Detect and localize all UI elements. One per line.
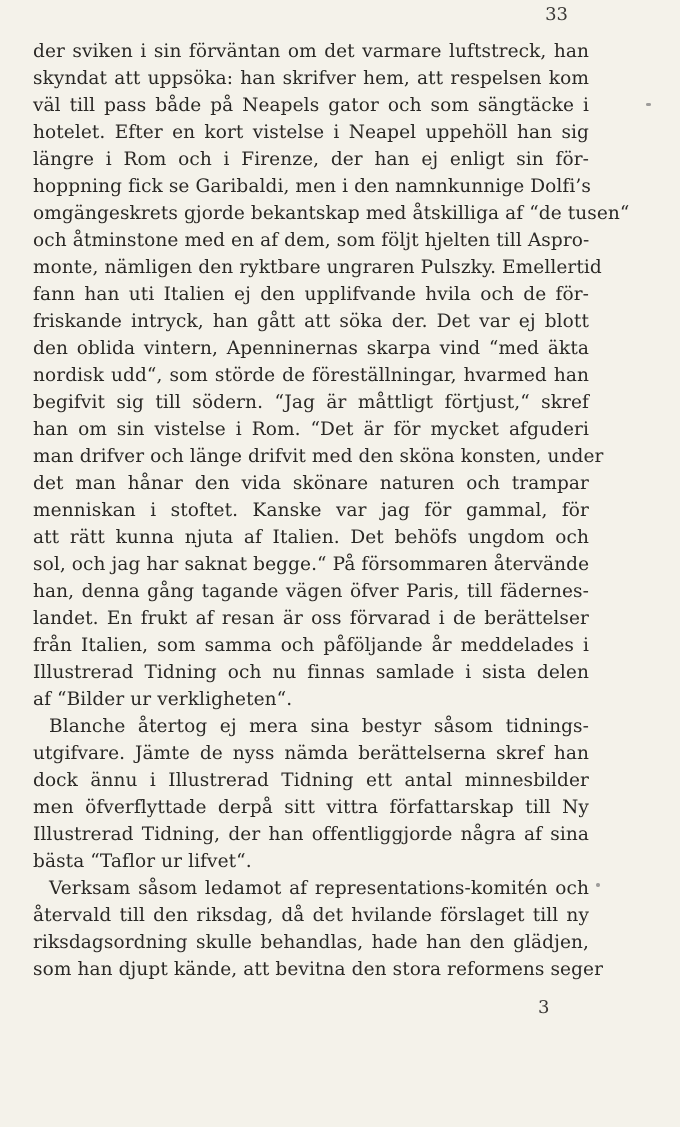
text-line: men öfverflyttade derpå sitt vittra författarskap till Ny: [33, 797, 589, 818]
text-line: återvald till den riksdag, då det hvilande förslaget till ny: [33, 905, 589, 926]
text-line: Illustrerad Tidning, der han offentliggjorde några af sina: [33, 824, 589, 845]
text-line: Verksam såsom ledamot af representations-komitén och: [49, 878, 589, 899]
text-line: nordisk udd“, som störde de föreställningar, hvarmed han: [33, 365, 589, 386]
text-line: omgängeskrets gjorde bekantskap med åtskilliga af “de tusen“: [33, 203, 630, 224]
text-line: det man hånar den vida skönare naturen och trampar: [33, 473, 589, 494]
text-line: landet. En frukt af resan är oss förvarad i de berättelser: [33, 608, 589, 629]
text-line: friskande intryck, han gått att söka der. Det var ej blott: [33, 311, 589, 332]
text-line: längre i Rom och i Firenze, der han ej enligt sin för-: [33, 149, 589, 170]
text-line: hoppning fick se Garibaldi, men i den namnkunnige Dolfi’s: [33, 176, 591, 197]
text-line: menniskan i stoftet. Kanske var jag för gammal, för: [33, 500, 589, 521]
text-line: som han djupt kände, att bevitna den stora reformens seger: [33, 959, 604, 980]
text-line: bästa “Taflor ur lifvet“.: [33, 851, 252, 872]
text-line: Blanche återtog ej mera sina bestyr såsom tidnings-: [49, 716, 589, 737]
text-line: der sviken i sin förväntan om det varmare luftstreck, han: [33, 41, 589, 62]
print-speck: [646, 103, 651, 106]
text-line: från Italien, som samma och påföljande år meddelades i: [33, 635, 589, 656]
text-line: sol, och jag har saknat begge.“ På försommaren återvände: [33, 554, 590, 575]
text-line: han, denna gång tagande vägen öfver Paris, till fädernes-: [33, 581, 589, 602]
text-line: den oblida vintern, Apenninernas skarpa vind “med äkta: [33, 338, 589, 359]
text-line: hotelet. Efter en kort vistelse i Neapel uppehöll han sig: [33, 122, 589, 143]
text-line: väl till pass både på Neapels gator och som sängtäcke i: [33, 95, 589, 116]
text-line: begifvit sig till södern. “Jag är måttligt förtjust,“ skref: [33, 392, 589, 413]
text-line: skyndat att uppsöka: han skrifver hem, att respelsen kom: [33, 68, 589, 89]
text-line: han om sin vistelse i Rom. “Det är för mycket afguderi: [33, 419, 589, 440]
text-line: man drifver och länge drifvit med den sköna konsten, under: [33, 446, 604, 467]
body-text: [33, 38, 630, 983]
text-line: att rätt kunna njuta af Italien. Det behöfs ungdom och: [33, 527, 589, 548]
text-line: monte, nämligen den ryktbare ungraren Pulszky. Emellertid: [33, 257, 602, 278]
print-speck: [596, 883, 600, 887]
text-line: utgifvare. Jämte de nyss nämda berättelserna skref han: [33, 743, 589, 764]
signature-mark: 3: [538, 997, 550, 1018]
text-line: dock ännu i Illustrerad Tidning ett antal minnesbilder: [33, 770, 589, 791]
text-line: Illustrerad Tidning och nu finnas samlade i sista delen: [33, 662, 589, 683]
text-line: och åtminstone med en af dem, som följt hjelten till Aspro-: [33, 230, 590, 251]
text-line: fann han uti Italien ej den upplifvande hvila och de för-: [33, 284, 589, 305]
text-line: af “Bilder ur verkligheten“.: [33, 689, 293, 710]
page-number: 33: [545, 4, 568, 25]
text-line: riksdagsordning skulle behandlas, hade han den glädjen,: [33, 932, 589, 953]
